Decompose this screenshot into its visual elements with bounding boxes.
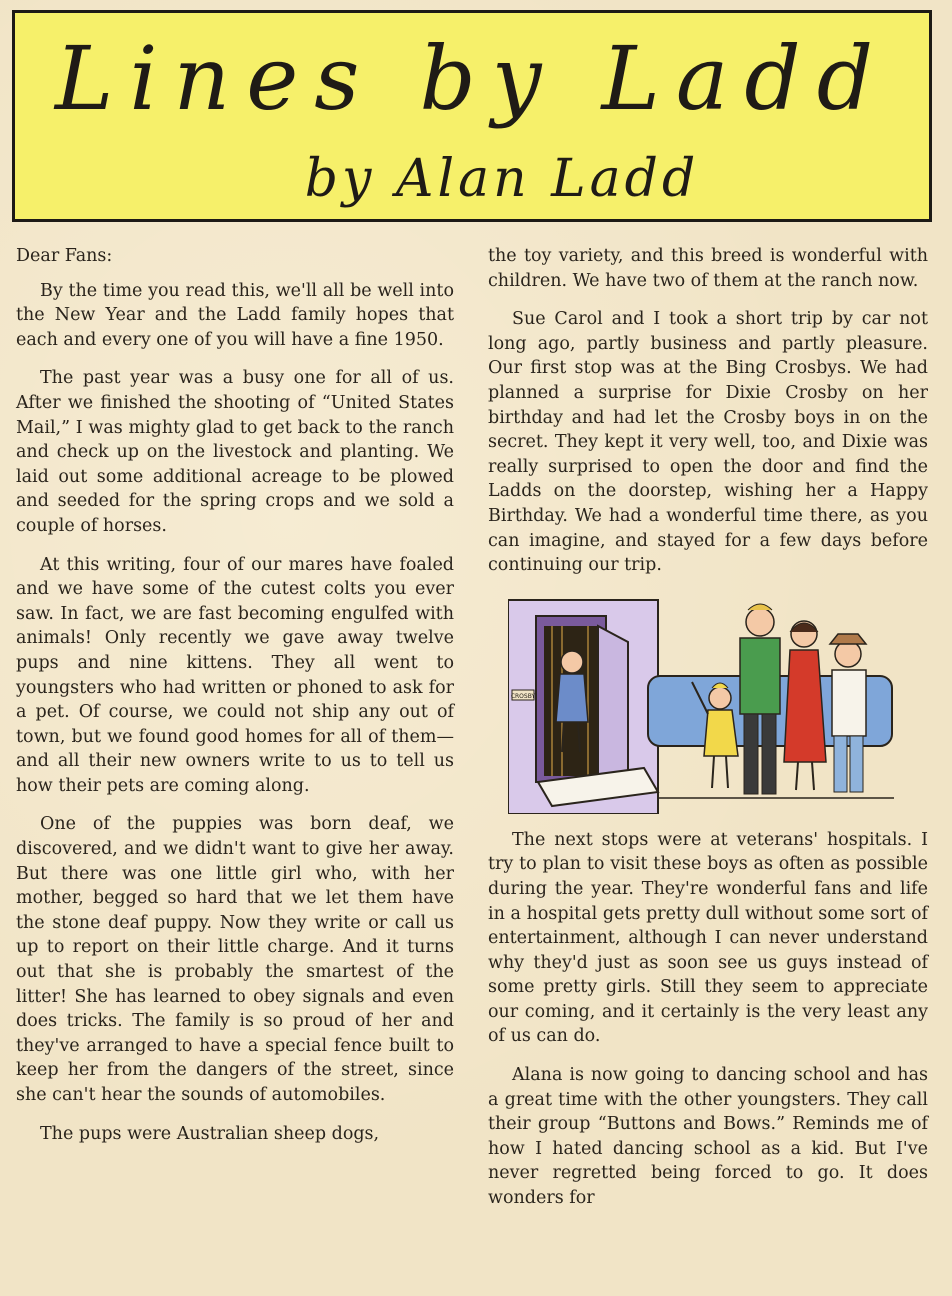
paragraph: By the time you read this, we'll all be well into the New Year and the Ladd family hopes that each and every one of you will have a fine 1950. — [16, 280, 454, 350]
illustration-family-at-door — [508, 592, 894, 814]
article-byline: by Alan Ladd — [304, 149, 700, 209]
paragraph: One of the puppies was born deaf, we discovered, and we didn't want to give her away. But there was one little girl who, with her mother, begged so hard that we let them have the stone deaf puppy. Now they write or call us up to report on their little charge. And it turns out that she is probably the smartest of the litter! She has learned to obey signals and even does tricks. The family is so proud of her and they've arranged to have a special fence built to keep her from the dangers of the street, since she can't hear the sounds of automobiles. — [16, 814, 454, 1105]
left-column — [16, 244, 454, 1160]
girl-in-doorway — [561, 651, 583, 673]
article-title: Lines by Ladd — [54, 27, 890, 130]
open-door — [598, 626, 628, 776]
paragraph: The past year was a busy one for all of us. After we finished the shooting of “United States Mail,” I was mighty glad to get back to the ranch and check up on the livestock and planting. We laid out some additional acreage to be plowed and seeded for the spring crops and we sold a couple of horses. — [16, 368, 454, 536]
right-column — [488, 244, 928, 1225]
paragraph: At this writing, four of our mares have foaled and we have some of the cutest colts you ever saw. In fact, we are fast becoming engulfed with animals! Only recently we gave away twelve pups and nine kittens. They all went to youngsters who had written or phoned to ask for a pet. Of course, we could not ship any out of town, but we found good homes for all of them—and all their new owners write to us to tell us how their pets are coming along. — [16, 554, 454, 796]
salutation: Dear Fans: — [16, 246, 113, 266]
paragraph: The pups were Australian sheep dogs, — [40, 1123, 380, 1144]
title-banner — [12, 10, 932, 222]
blonde-girl — [709, 687, 731, 709]
door-sign-text: CROSBY — [510, 692, 536, 700]
paragraph: Alana is now going to dancing school and has a great time with the other youngsters. They call their group “Buttons and Bows.” Reminds me of how I hated dancing school as a kid. But I've never regretted being forced to go. It does wonders for — [488, 1065, 928, 1209]
man-green-jacket — [746, 608, 774, 636]
paragraph-continued: the toy variety, and this breed is wonderful with children. We have two of them at the ranch now. — [488, 246, 928, 291]
paragraph: Sue Carol and I took a short trip by car not long ago, partly business and partly pleasure. Our first stop was at the Bing Crosbys. We had planned a surprise for Dixie Crosby on her birthday and had let the Crosby boys in on the secret. They kept it very well, too, and Dixie was really surprised to open the door and find the Ladds on the doorstep, wishing her a Happy Birthday. We had a wonderful time there, as you can imagine, and stayed for a few days before continuing our trip. — [488, 309, 928, 576]
man-cowboy-hat — [835, 641, 861, 667]
paragraph: The next stops were at veterans' hospitals. I try to plan to visit these boys as often as possible during the year. They're wonderful fans and life in a hospital gets pretty dull without some sort of entertainment, although I can never understand why they'd just as soon see us guys instead of some pretty girls. Still they seem to appreciate our coming, and it certainly is the very least any of us can do. — [488, 829, 928, 1047]
